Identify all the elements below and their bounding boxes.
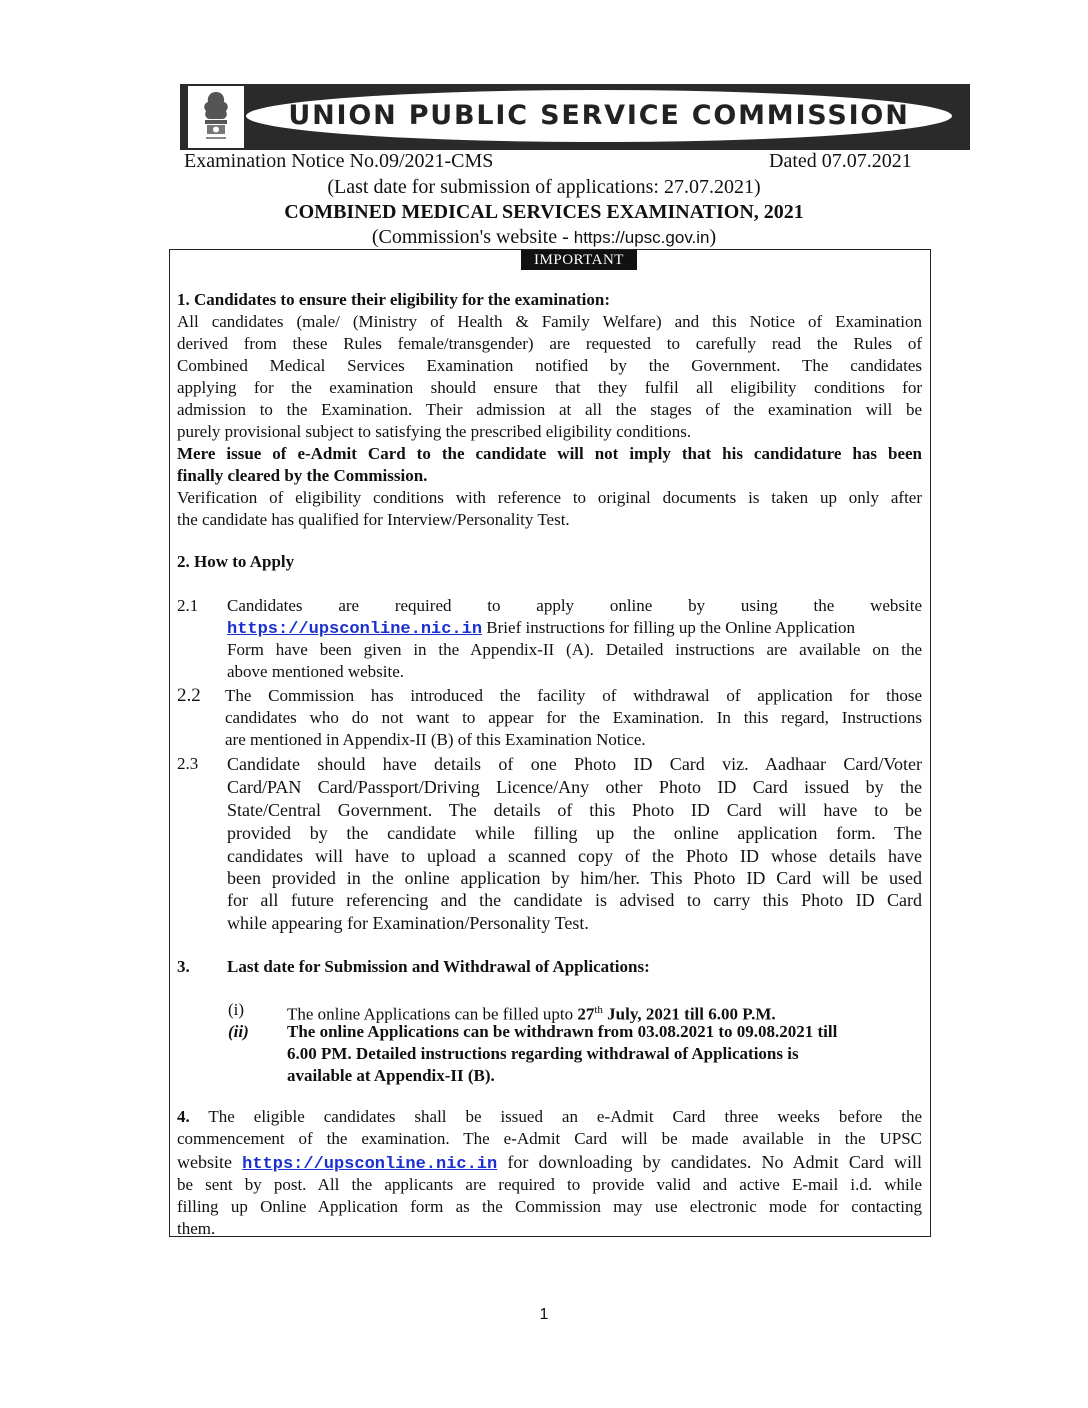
item-2-3-line: Card/PAN Card/Passport/Driving Licence/Any other Photo ID Card issued by the: [227, 777, 922, 797]
item-3-ii-line: The online Applications can be withdrawn from 03.08.2021 to 09.08.2021 till: [287, 1022, 838, 1041]
upsconline-link[interactable]: https://upsconline.nic.in: [242, 1155, 498, 1174]
item-2-3-line: candidates will have to upload a scanned copy of the Photo ID whose details have: [227, 846, 922, 866]
website-link[interactable]: https://upsc.gov.in: [573, 228, 710, 247]
section1-line: purely provisional subject to satisfying the prescribed eligibility conditions.: [177, 422, 692, 441]
section4-link-line: website https://upsconline.nic.in for downloading by candidates. No Admit Card will: [177, 1152, 922, 1174]
item-2-3-line: been provided in the online application by him/her. This Photo ID Card will be used: [227, 868, 922, 888]
item-2-3-line: Candidate should have details of one Photo ID Card viz. Aadhaar Card/Voter: [227, 754, 922, 774]
page-title: UNION PUBLIC SERVICE COMMISSION: [288, 100, 910, 131]
last-date-line: (Last date for submission of applications: 27.07.2021): [327, 176, 761, 198]
item-3-i-line: The online Applications can be filled upto 27th July, 2021 till 6.00 P.M.: [287, 1004, 776, 1024]
section4-line: be sent by post. All the applicants are required to provide valid and active E-mail i.d. while: [177, 1175, 922, 1194]
section1-line: derived from these Rules female/transgender) are requested to carefully read the Rules of: [177, 334, 922, 353]
section1-line: applying for the examination should ensure that they fulfil all eligibility conditions for: [177, 378, 922, 397]
notice-number: Examination Notice No.09/2021-CMS: [184, 150, 494, 172]
notice-date: Dated 07.07.2021: [769, 150, 912, 172]
item-2-1-line: Candidates are required to apply online by using the website: [227, 596, 922, 615]
section1-bold-line: Mere issue of e-Admit Card to the candidate will not imply that his candidature has been: [177, 444, 922, 463]
item-number: (ii): [228, 1022, 249, 1041]
item-number: (i): [228, 1000, 245, 1019]
page-number: 1: [539, 1306, 549, 1323]
section1-line: admission to the Examination. Their admission at all the stages of the examination will be: [177, 400, 922, 419]
section4-line: commencement of the examination. The e-Admit Card will be made available in the UPSC: [177, 1129, 922, 1148]
item-2-2-line: candidates who do not want to appear for the Examination. In this regard, Instructions: [225, 708, 922, 727]
section1-heading: 1. Candidates to ensure their eligibility for the examination:: [177, 290, 611, 309]
section1-verify-line: Verification of eligibility conditions with reference to original documents is taken up only after: [177, 488, 922, 507]
item-2-3-line: State/Central Government. The details of this Photo ID Card will have to be: [227, 800, 922, 820]
section4-line: them.: [177, 1219, 216, 1238]
section1-bold-line: finally cleared by the Commission.: [177, 466, 428, 485]
item-2-3-line: while appearing for Examination/Personality Test.: [227, 913, 589, 933]
section2-heading: 2. How to Apply: [177, 552, 295, 571]
item-2-1-line: Form have been given in the Appendix-II (A). Detailed instructions are available on the: [227, 640, 922, 659]
section1-line: Combined Medical Services Examination notified by the Government. The candidates: [177, 356, 922, 375]
item-3-ii-line: 6.00 PM. Detailed instructions regarding withdrawal of Applications is: [287, 1044, 799, 1063]
item-2-1-line: above mentioned website.: [227, 662, 405, 681]
upsconline-link[interactable]: https://upsconline.nic.in: [227, 620, 483, 639]
item-3-ii-line: available at Appendix-II (B).: [287, 1066, 495, 1085]
item-number: 2.2: [177, 685, 201, 706]
item-number: 2.3: [177, 754, 199, 773]
item-number: 2.1: [177, 596, 199, 615]
section3-number: 3.: [177, 957, 190, 976]
section1-verify-line: the candidate has qualified for Interview/Personality Test.: [177, 510, 570, 529]
item-2-3-line: provided by the candidate while filling up the online application form. The: [227, 823, 922, 843]
item-2-2-line: are mentioned in Appendix-II (B) of this Examination Notice.: [225, 730, 646, 749]
section3-heading: Last date for Submission and Withdrawal of Applications:: [227, 957, 650, 976]
section4-line: 4. The eligible candidates shall be issued an e-Admit Card three weeks before the: [177, 1107, 922, 1126]
section1-line: All candidates (male/ (Ministry of Health & Family Welfare) and this Notice of Examination: [177, 312, 922, 331]
item-2-2-line: The Commission has introduced the facility of withdrawal of application for those: [225, 686, 922, 705]
exam-title: COMBINED MEDICAL SERVICES EXAMINATION, 2021: [284, 201, 804, 223]
important-label: IMPORTANT: [521, 250, 637, 270]
item-2-1-link-line: https://upsconline.nic.in Brief instructions for filling up the Online Application: [227, 618, 856, 639]
website-line: (Commission's website - https://upsc.gov.in): [371, 226, 717, 248]
section4-line: filling up Online Application form as the Commission may use electronic mode for contacting: [177, 1197, 922, 1216]
item-2-3-line: for all future referencing and the candidate is advised to carry this Photo ID Card: [227, 890, 922, 910]
state-emblem-icon: [196, 88, 236, 146]
